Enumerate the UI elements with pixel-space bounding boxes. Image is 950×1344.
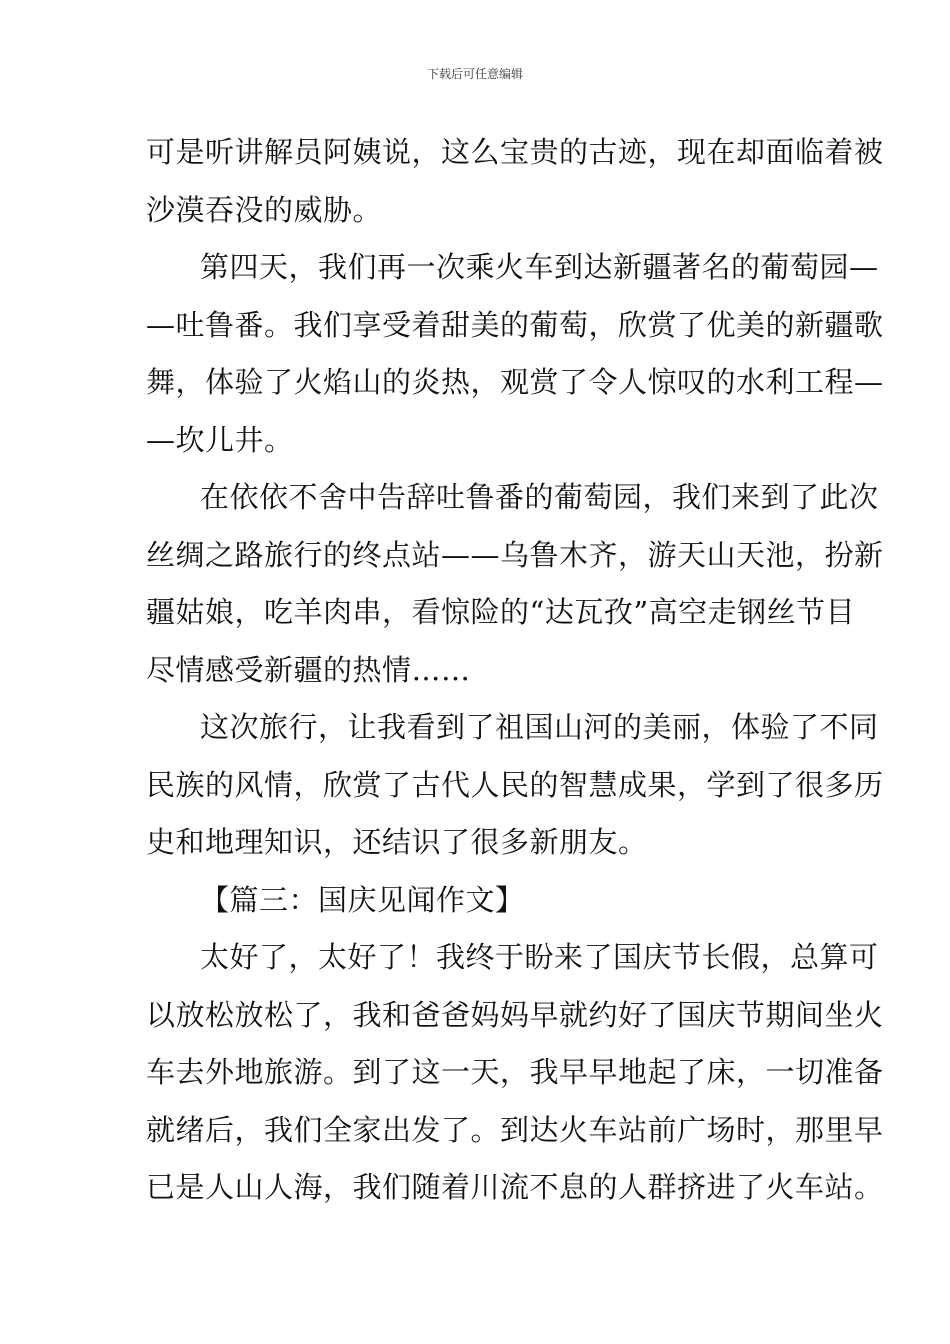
paragraph-start-line: 在依依不舍中告辞吐鲁番的葡萄园，我们来到了此次 [200,480,879,514]
text-line: 史和地理知识，还结识了很多新朋友。 [146,825,648,859]
paragraph-start-line: 第四天，我们再一次乘火车到达新疆著名的葡萄园— [200,250,879,284]
text-line: —吐鲁番。我们享受着甜美的葡萄，欣赏了优美的新疆歌 [146,307,884,342]
page-header: 下载后可任意编辑 [426,67,523,81]
text-line: 民族的风情，欣赏了古代人民的智慧成果，学到了很多历 [146,767,884,802]
paragraph-start-line: 这次旅行，让我看到了祖国山河的美丽，体验了不同 [200,710,879,744]
section-heading: 【篇三：国庆见闻作文】 [200,882,525,917]
text-line: 可是听讲解员阿姨说，这么宝贵的古迹，现在却面临着被 [146,135,884,169]
document-body [146,124,884,1217]
text-line: —坎儿井。 [146,422,294,457]
paragraph-start-line: 太好了，太好了！我终于盼来了国庆节长假，总算可 [200,940,879,974]
text-line: 就绪后，我们全家出发了。到达火车站前广场时，那里早 [146,1112,884,1147]
text-line: 疆姑娘，吃羊肉串，看惊险的“达瓦孜”高空走钢丝节目 [146,595,856,629]
text-line: 已是人山人海，我们随着川流不息的人群挤进了火车站。 [146,1170,884,1204]
text-line: 舞，体验了火焰山的炎热，观赏了令人惊叹的水利工程— [146,365,884,399]
text-line: 以放松放松了，我和爸爸妈妈早就约好了国庆节期间坐火 [146,997,884,1032]
text-line: 沙漠吞没的威胁。 [146,192,383,227]
text-line: 车去外地旅游。到了这一天，我早早地起了床，一切准备 [146,1055,884,1089]
text-line: 丝绸之路旅行的终点站——乌鲁木齐，游天山天池，扮新 [146,537,884,572]
text-line: 尽情感受新疆的热情…… [146,652,471,687]
